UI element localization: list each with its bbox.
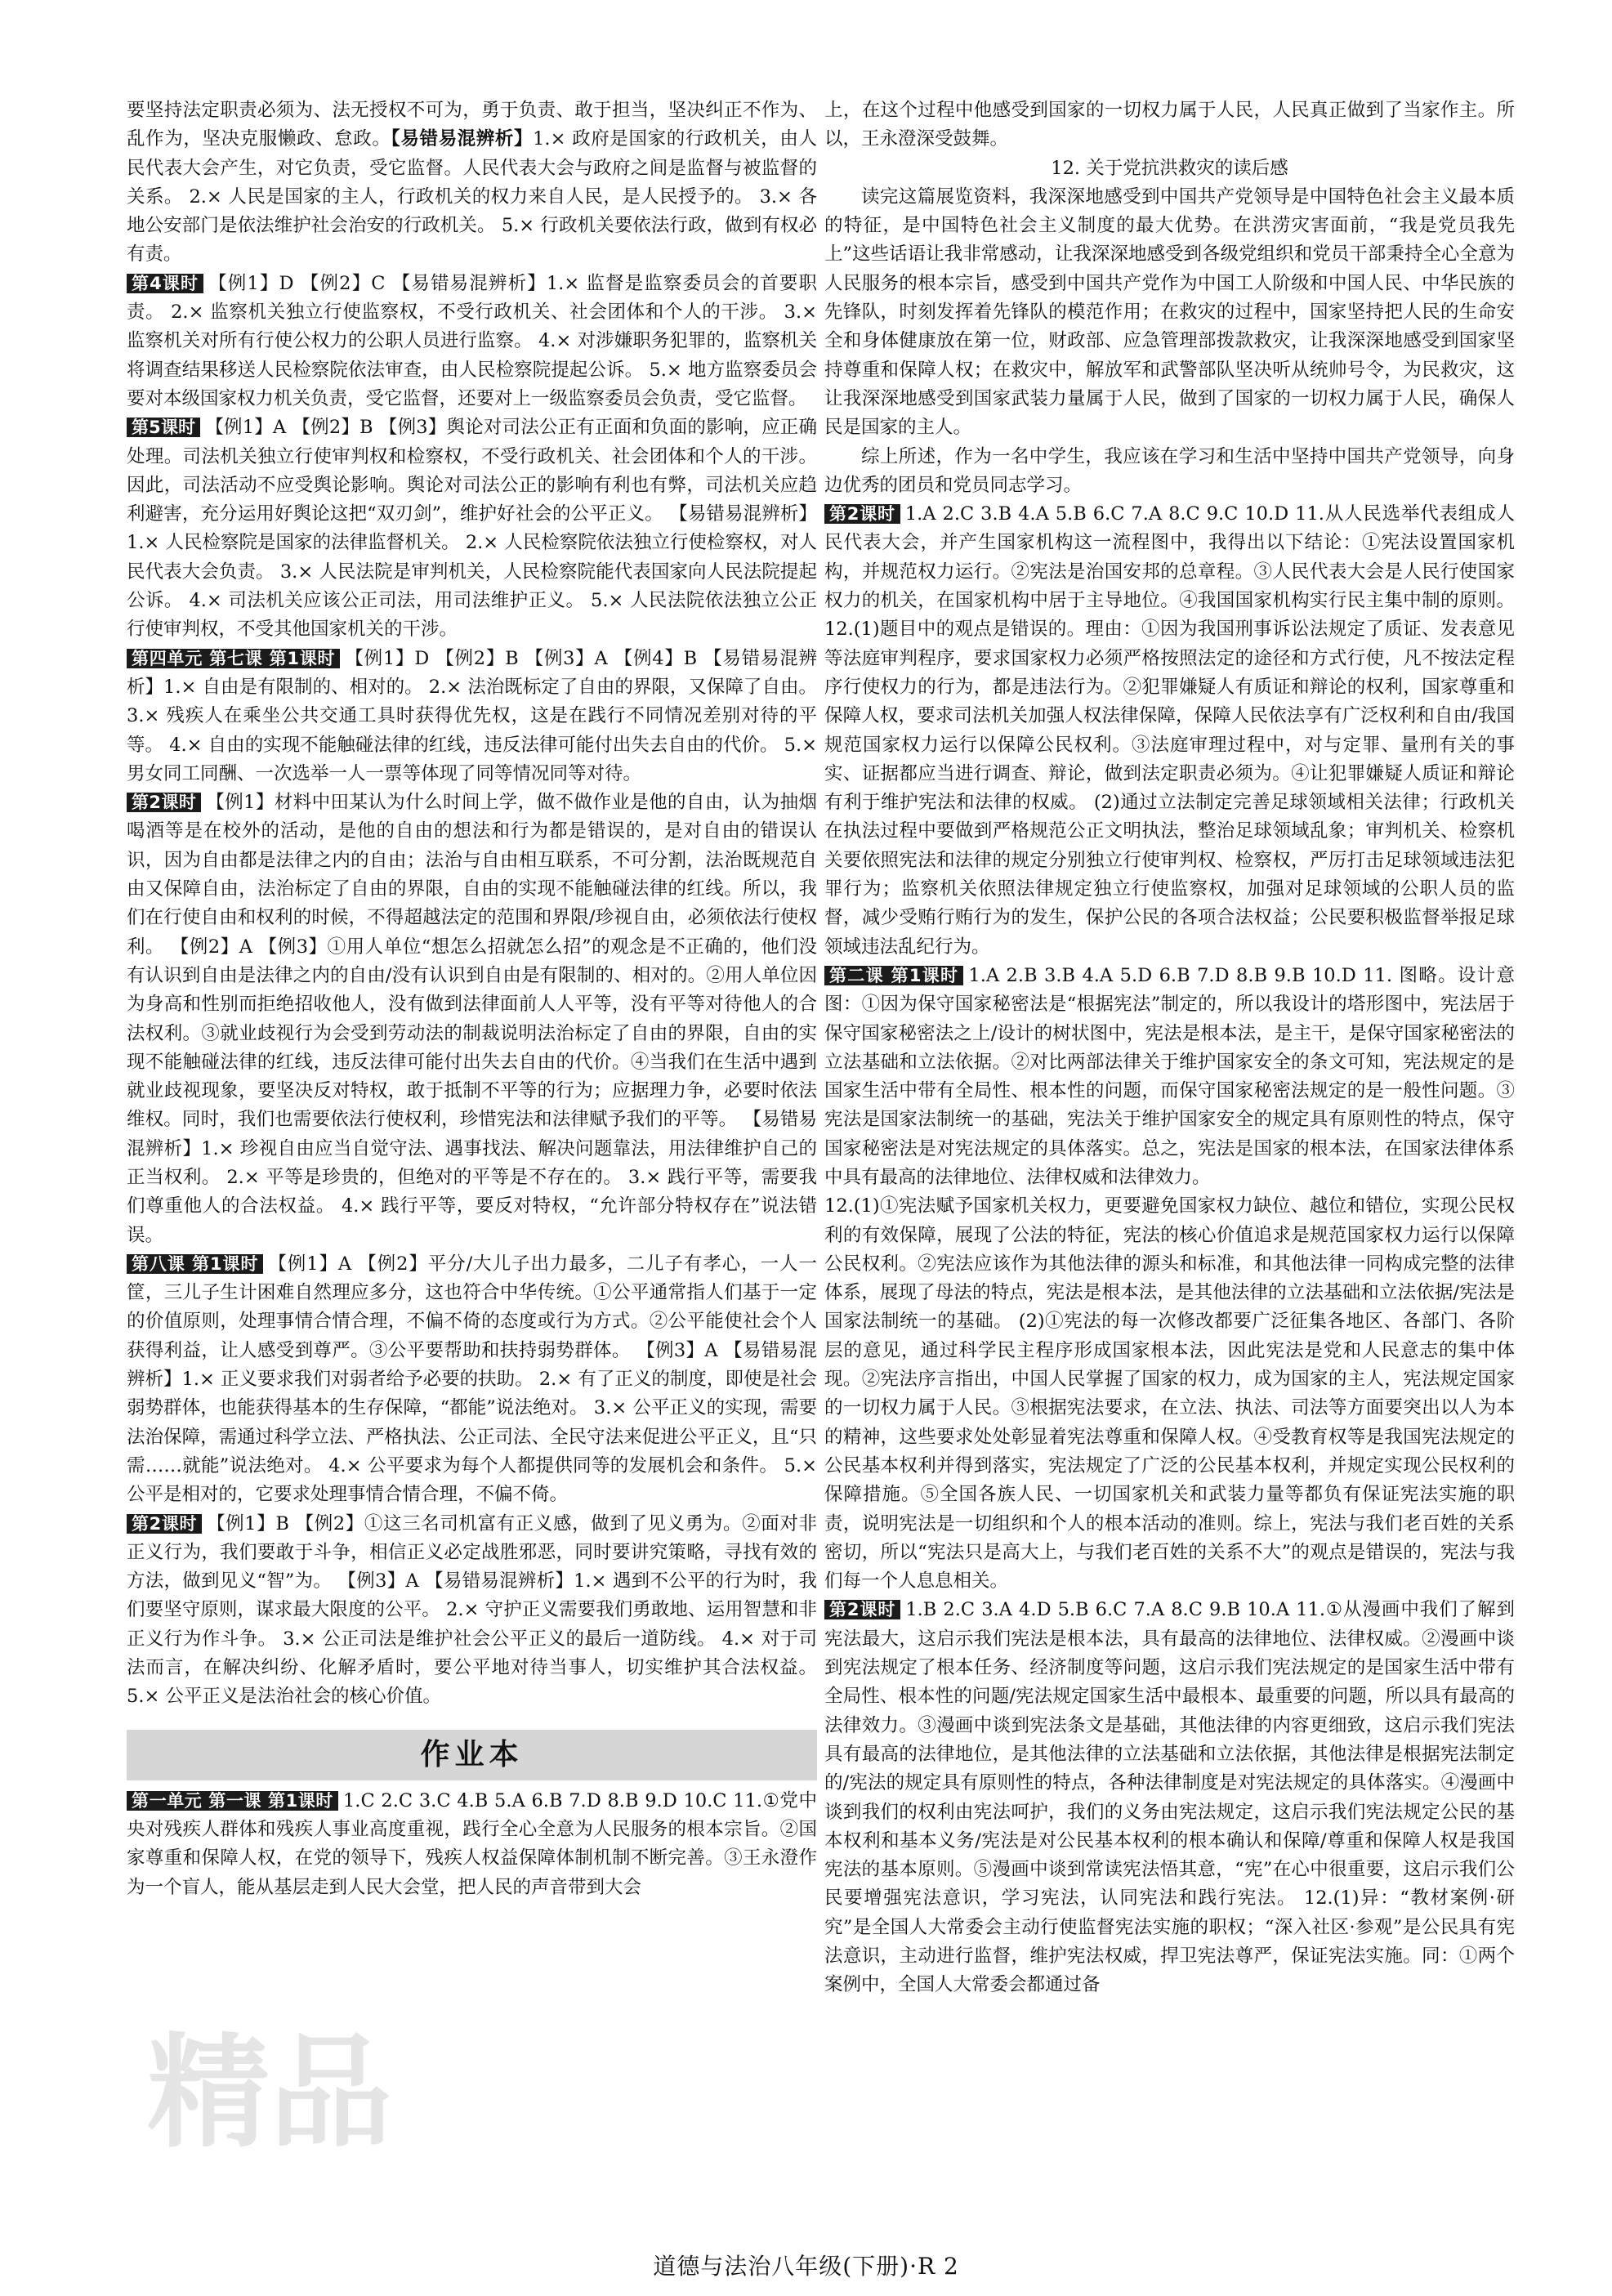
right-section-lesson2-1: 第二课 第1课时 1.A 2.B 3.B 4.A 5.D 6.B 7.D 8.B 9.B 10.D 11. 图略。设计意图：①因为保守国家秘密法是“根据宪法”制定的，所以我设计的塔形图中，宪法居于保守国家秘密法之上/设计的树状图中，宪法是根本法，是主干，是保守国家秘密法的立法基础和立法依据。②对比两部法律关于维护国家安全的条文可知，宪法规定的是国家生活中带有全局性、根本性的问题，而保守国家秘密法规定的是一般性问题。③宪法是国家法制统一的基础，宪法关于维护国家安全的规定具有原则性的特点，保守国家秘密法是对宪法规定的具体落实。总之，宪法是国家的根本法，在国家法律体系中具有最高的法律地位、法律权威和法律效力。 <box>824 964 1515 1188</box>
left-section-lesson8-2: 第2课时 【例1】B 【例2】①这三名司机富有正义感，做到了见义勇为。②面对非正义行为，我们要敢于斗争，相信正义必定战胜邪恶，同时要讲究策略，寻找有效的方法，做到见义“智”为。 【例3】A 【易错易混辨析】1.× 遇到不公平的行为时，我们要坚守原则，谋求最大限度的公平。 2.× 守护正义需要我们勇敢地、运用智慧和非正义行为作斗争。 3.× 公正司法是维护社会公平正义的最后一道防线。 4.× 对于司法而言，在解决纠纷、化解矛盾时，要公平地对待当事人，切实维护其合法权益。 5.× 公平正义是法治社会的核心价值。 <box>127 1512 817 1708</box>
section-tag: 第2课时 <box>824 504 900 524</box>
section-tag: 第四单元 第七课 第1课时 <box>127 649 340 668</box>
left-section-lesson7-2: 第2课时 【例1】材料中田某认为什么时间上学，做不做作业是他的自由，认为抽烟喝酒等是在校外的活动，是他的自由的想法和行为都是错误的，是对自由的错误认识，因为自由都是法律之内的自由；法治与自由相互联系，不可分割，法治既规范自由又保障自由，法治标定了自由的界限，自由的实现不能触碰法律的红线。所以，我们在行使自由和权利的时候，不得超越法定的范围和界限/珍视自由，必须依法行使权利。 【例2】A 【例3】①用人单位“想怎么招就怎么招”的观念是不正确的，他们没有认识到自由是法律之内的自由/没有认识到自由是有限制的、相对的。②用人单位因为身高和性别而拒绝招收他人，没有做到法律面前人人平等，没有平等对待他人的合法权利。③就业歧视行为会受到劳动法的制裁说明法治标定了自由的界限，自由的实现不能触碰法律的红线，违反法律可能付出失去自由的代价。④当我们在生活中遇到就业歧视现象，要坚决反对特权，敢于抵制不平等的行为；应据理力争，必要时依法维权。同时，我们也需要依法行使权利，珍惜宪法和法律赋予我们的平等。 【易错易混辨析】1.× 珍视自由应当自觉守法、遇事找法、解决问题靠法，用法律维护自己的正当权利。 2.× 平等是珍贵的，但绝对的平等是不存在的。 3.× 践行平等，需要我们尊重他人的合法权益。 4.× 践行平等，要反对特权，“允许部分特权存在”说法错误。 <box>127 792 817 1246</box>
watermark: 精品 <box>147 2022 393 2164</box>
essay-title: 12. 关于党抗洪救灾的读后感 <box>1051 157 1288 179</box>
section-tag: 第二课 第1课时 <box>824 966 963 985</box>
right-column <box>824 96 1515 2000</box>
essay-paragraph-2: 综上所述，作为一名中学生，我应该在学习和生活中坚持中国共产党领导，向身边优秀的团员和党员同志学习。 <box>824 445 1515 496</box>
right-section-lesson2-2: 第2课时 1.B 2.C 3.A 4.D 5.B 6.C 7.A 8.C 9.B 10.A 11.①从漫画中我们了解到宪法最大，这启示我们宪法是根本法，具有最高的法律地位、法律权威。②漫画中谈到宪法规定了根本任务、经济制度等问题，这启示我们宪法规定的是国家生活中带有全局性、根本性的问题/宪法规定国家生活中最根本、最重要的问题，所以具有最高的法律效力。③漫画中谈到宪法条文是基础，其他法律的内容更细致，这启示我们宪法具有最高的法律地位，是其他法律的立法基础和立法依据，其他法律是根据宪法制定的/宪法的规定具有原则性的特点，各种法律制度是对宪法规定的具体落实。④漫画中谈到我们的权利由宪法呵护，我们的义务由宪法规定，这启示我们宪法规定公民的基本权利和基本义务/宪法是对公民基本权利的根本确认和保障/尊重和保障人权是我国宪法的基本原则。⑤漫画中谈到常读宪法悟其意，“宪”在心中很重要，这启示我们公民要增强宪法意识，学习宪法，认同宪法和践行宪法。 12.(1)异：“教材案例·研究”是全国人大常委会主动行使监督宪法实施的职权；“深入社区·参观”是公民具有宪法意识，主动进行监督，维护宪法权威，捍卫宪法尊严，保证宪法实施。同：①两个案例中，全国人大常委会都通过备 <box>824 1599 1515 1996</box>
section-tag: 第2课时 <box>824 1600 900 1619</box>
left-paragraph-1: 要坚持法定职责必须为、法无授权不可为，勇于负责、敢于担当，坚决纠正不作为、乱作为，坚决克服懒政、怠政。【易错易混辨析】1.× 政府是国家的行政机关，由人民代表大会产生，对它负责，受它监督。人民代表大会与政府之间是监督与被监督的关系。 2.× 人民是国家的主人，行政机关的权力来自人民，是人民授予的。 3.× 各地公安部门是依法维护社会治安的行政机关。 5.× 行政机关要依法行政，做到有权必有责。 <box>127 100 817 266</box>
section-tag: 第一单元 第一课 第1课时 <box>127 1791 338 1811</box>
left-section-lesson4: 第4课时 【例1】D 【例2】C 【易错易混辨析】1.× 监督是监察委员会的首要职责。 2.× 监察机关独立行使监察权，不受行政机关、社会团体和个人的干涉。 3.× 监察机关对所有行使公权力的公职人员进行监察。 4.× 对涉嫌职务犯罪的，监察机关将调查结果移送人民检察院依法审查，由人民检察院提起公诉。 5.× 地方监察委员会要对本级国家权力机关负责，受它监督，还要对上一级监察委员会负责，受它监督。 <box>127 272 817 409</box>
left-section-lesson5: 第5课时 【例1】A 【例2】B 【例3】舆论对司法公正有正面和负面的影响，应正确处理。司法机关独立行使审判权和检察权，不受行政机关、社会团体和个人的干涉。因此，司法活动不应受舆论影响。舆论对司法公正的影响有利也有弊，司法机关应趋利避害，充分运用好舆论这把“双刃剑”，维护好社会的公平正义。 【易错易混辨析】1.× 人民检察院是国家的法律监督机关。 2.× 人民检察院依法独立行使检察权，对人民代表大会负责。 3.× 人民法院是审判机关，人民检察院能代表国家向人民法院提起公诉。 4.× 司法机关应该公正司法，用司法维护正义。 5.× 人民法院依法独立公正行使审判权，不受其他国家机关的干涉。 <box>127 417 817 641</box>
left-section-unit4-lesson7: 第四单元 第七课 第1课时 【例1】D 【例2】B 【例3】A 【例4】B 【易错易混辨析】1.× 自由是有限制的、相对的。 2.× 法治既标定了自由的界限，又保障了自由。 3.× 残疾人在乘坐公共交通工具时获得优先权，这是在践行不同情况差别对待的平等。 4.× 自由的实现不能触碰法律的红线，违反法律可能付出失去自由的代价。 5.× 男女同工同酬、一次选举一人一票等体现了同等情况同等对待。 <box>127 647 817 784</box>
homework-banner: 作业本 <box>127 1730 817 1780</box>
section-tag: 第2课时 <box>127 793 201 812</box>
section-tag: 第5课时 <box>127 418 200 437</box>
left-column <box>127 96 817 1902</box>
right-section-lesson2: 第2课时 1.A 2.C 3.B 4.A 5.B 6.C 7.A 8.C 9.C 10.D 11.从人民选举代表组成人民代表大会，并产生国家机构这一流程图中，我得出以下结论：①宪法设置国家机构，并规范权力运行。②宪法是治国安邦的总章程。③人民代表大会是人民行使国家权力的机关，在国家机构中居于主导地位。④我国国家机构实行民主集中制的原则。 12.(1)题目中的观点是错误的。理由：①因为我国刑事诉讼法规定了质证、发表意见等法庭审判程序，要求国家权力必须严格按照法定的途径和方式行使，凡不按法定程序行使权力的行为，都是违法行为。②犯罪嫌疑人有质证和辩论的权利，国家尊重和保障人权，要求司法机关加强人权法律保障，保障人民依法享有广泛权利和自由/我国规范国家权力运行以保障公民权利。③法庭审理过程中，对与定罪、量刑有关的事实、证据都应当进行调查、辩论，做到法定职责必须为。④让犯罪嫌疑人质证和辩论有利于维护宪法和法律的权威。 (2)通过立法制定完善足球领域相关法律；行政机关在执法过程中要做到严格规范公正文明执法，整治足球领域乱象；审判机关、检察机关要依照宪法和法律的规定分别独立行使审判权、检察权，严厉打击足球领域违法犯罪行为；监察机关依照法律规定独立行使监察权，加强对足球领域的公职人员的监督，减少受贿行贿行为的发生，保护公民的各项合法权益；公民要积极监督举报足球领域违法乱纪行为。 <box>824 503 1515 958</box>
section-tag: 第2课时 <box>127 1514 202 1534</box>
section-tag: 第4课时 <box>127 274 203 293</box>
page-footer: 道德与法治八年级(下册)·R 2 <box>653 2253 959 2280</box>
left-section-lesson8-1: 第八课 第1课时 【例1】A 【例2】平分/大儿子出力最多，二儿子有孝心，一人一筐，三儿子生计困难自然理应多分，这也符合中华传统。①公平通常指人们基于一定的价值原则，处理事情合情合理，不偏不倚的态度或行为方式。②公平能使社会个人获得利益，让人感受到尊严。③公平要帮助和扶持弱势群体。 【例3】A 【易错易混辨析】1.× 正义要求我们对弱者给予必要的扶助。 2.× 有了正义的制度，即使是社会弱势群体，也能获得基本的生存保障，“都能”说法绝对。 3.× 公平正义的实现，需要法治保障，需通过科学立法、严格执法、公正司法、全民守法来促进公平正义，且“只需……就能”说法绝对。 4.× 公平要求为每个人都提供同等的发展机会和条件。 5.× 公平是相对的，它要求处理事情合情合理，不偏不倚。 <box>127 1253 817 1506</box>
essay-paragraph-1: 读完这篇展览资料，我深深地感受到中国共产党领导是中国特色社会主义最本质的特征，是中国特色社会主义制度的最大优势。在洪涝灾害面前，“我是党员我先上”这些话语让我非常感动，让我深深地感受到各级党组织和党员干部秉持全心全意为人民服务的根本宗旨，感受到中国共产党作为中国工人阶级和中国人民、中华民族的先锋队，时刻发挥着先锋队的模范作用；在救灾的过程中，国家坚持把人民的生命安全和身体健康放在第一位，财政部、应急管理部拨款救灾，让我深深地感受到国家坚持尊重和保障人权；在救灾中，解放军和武警部队坚决听从统帅号令，为民救灾，这让我深深地感受到国家武装力量属于人民，做到了国家的一切权力属于人民，确保人民是国家的主人。 <box>824 185 1515 439</box>
left-section-homework-1: 第一单元 第一课 第1课时 1.C 2.C 3.C 4.B 5.A 6.B 7.D 8.B 9.D 10.C 11.①党中央对残疾人群体和残疾人事业高度重视，践行全心全意为人民服务的根本宗旨。②国家尊重和保障人权，在党的领导下，残疾人权益保障体制机制不断完善。③王永澄作为一个盲人，能从基层走到人民大会堂，把人民的声音带到大会 <box>127 1789 817 1898</box>
right-paragraph-1: 上，在这个过程中他感受到国家的一切权力属于人民，人民真正做到了当家作主。所以，王永澄深受鼓舞。 <box>824 100 1515 150</box>
section-tag: 第八课 第1课时 <box>127 1254 263 1274</box>
right-paragraph-q12: 12.(1)①宪法赋予国家机关权力，更要避免国家权力缺位、越位和错位，实现公民权利的有效保障，展现了公法的特征，宪法的核心价值追求是规范国家权力运行以保障公民权利。②宪法应该作为其他法律的源头和标准，和其他法律一同构成完整的法律体系，展现了母法的特点，宪法是根本法，是其他法律的立法基础和立法依据/宪法是国家法制统一的基础。 (2)①宪法的每一次修改都要广泛征集各地区、各部门、各阶层的意见，通过科学民主程序形成国家根本法，因此宪法是党和人民意志的集中体现。②宪法序言指出，中国人民掌握了国家的权力，成为国家的主人，宪法规定国家的一切权力属于人民。③根据宪法要求，在立法、执法、司法等方面要突出以人为本的精神，这些要求处处彰显着宪法尊重和保障人权。④受教育权等是我国宪法规定的公民基本权利并得到落实，宪法规定了广泛的公民基本权利，并规定实现公民权利的保障措施。⑤全国各族人民、一切国家机关和武装力量等都负有保证宪法实施的职责，说明宪法是一切组织和个人的根本活动的准则。综上，宪法与我们老百姓的关系密切，所以“宪法只是高大上，与我们老百姓的关系不大”的观点是错误的，宪法与我们每一个人息息相关。 <box>824 1195 1515 1592</box>
